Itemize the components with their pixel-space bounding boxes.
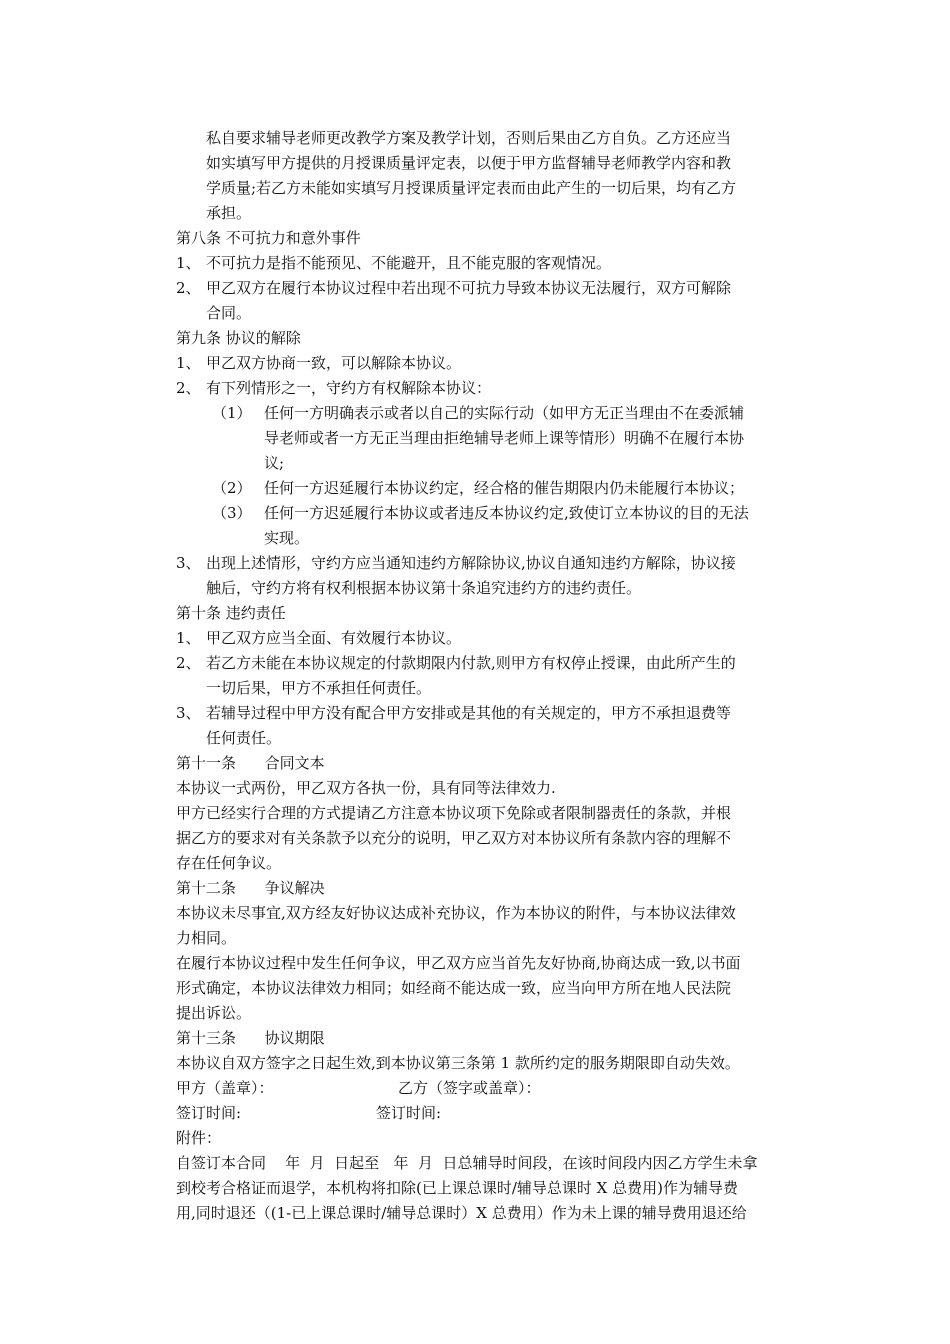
sub-item-text: 议; bbox=[264, 454, 285, 472]
sub-item-number: （3） bbox=[212, 504, 252, 522]
list-item-text: 甲乙双方应当全面、有效履行本协议。 bbox=[206, 629, 462, 647]
article-13-title: 第十三条 协议期限 bbox=[176, 1029, 325, 1047]
paragraph-line: 本协议未尽事宜,双方经友好协议达成补充协议，作为本协议的附件，与本协议法律效 bbox=[176, 904, 736, 922]
party-b-date-label: 签订时间: bbox=[376, 1104, 442, 1122]
sub-item-text: 任何一方迟延履行本协议或者违反本协议约定,致使订立本协议的目的无法 bbox=[264, 504, 749, 522]
list-item-text: 甲乙双方在履行本协议过程中若出现不可抗力导致本协议无法履行，双方可解除 bbox=[206, 279, 732, 297]
article-9-title: 第九条 协议的解除 bbox=[176, 329, 301, 347]
list-number: 2、 bbox=[176, 279, 201, 297]
party-b-sign-label: 乙方（签字或盖章）： bbox=[398, 1079, 541, 1097]
paragraph-line: 本协议自双方签字之日起生效,到本协议第三条第 1 款所约定的服务期限即自动失效。 bbox=[176, 1054, 740, 1072]
list-number: 1、 bbox=[176, 629, 201, 647]
list-item-text: 不可抗力是指不能预见、不能避开，且不能克服的客观情况。 bbox=[206, 254, 612, 272]
paragraph-line: 据乙方的要求对有关条款予以充分的说明，甲乙双方对本协议所有条款内容的理解不 bbox=[176, 829, 732, 847]
appendix-title: 附件： bbox=[176, 1129, 222, 1147]
party-a-date-label: 签订时间: bbox=[176, 1104, 242, 1122]
article-10-title: 第十条 违约责任 bbox=[176, 604, 286, 622]
paragraph-line: 形式确定，本协议法律效力相同；如经商不能达成一致，应当向甲方所在地人民法院 bbox=[176, 979, 732, 997]
sub-item-text: 导老师或者一方无正当理由拒绝辅导老师上课等情形）明确不在履行本协 bbox=[264, 429, 745, 447]
list-item-text: 有下列情形之一，守约方有权解除本协议： bbox=[206, 379, 492, 397]
intro-line: 承担。 bbox=[206, 204, 252, 222]
list-item-text: 一切后果，甲方不承担任何责任。 bbox=[206, 679, 432, 697]
intro-line: 私自要求辅导老师更改教学方案及教学计划，否则后果由乙方自负。乙方还应当 bbox=[206, 129, 732, 147]
paragraph-line: 本协议一式两份，甲乙双方各执一份，具有同等法律效力. bbox=[176, 779, 556, 797]
article-8-title: 第八条 不可抗力和意外事件 bbox=[176, 229, 361, 247]
sub-item-text: 任何一方迟延履行本协议约定，经合格的催告期限内仍未能履行本协议； bbox=[264, 479, 745, 497]
intro-line: 学质量;若乙方未能如实填写月授课质量评定表而由此产生的一切后果，均有乙方 bbox=[206, 179, 737, 197]
list-item-text: 任何责任。 bbox=[206, 729, 282, 747]
party-a-seal-label: 甲方（盖章）： bbox=[176, 1079, 274, 1097]
sub-item-text: 实现。 bbox=[264, 529, 310, 547]
paragraph-line: 甲方已经实行合理的方式提请乙方注意本协议项下免除或者限制器责任的条款，并根 bbox=[176, 804, 732, 822]
list-number: 2、 bbox=[176, 654, 201, 672]
appendix-line: 用,同时退还（(1-已上课总课时/辅导总课时）X 总费用）作为未上课的辅导费用退还给 bbox=[176, 1204, 747, 1222]
list-item-text: 若辅导过程中甲方没有配合甲方安排或是其他的有关规定的，甲方不承担退费等 bbox=[206, 704, 732, 722]
paragraph-line: 存在任何争议。 bbox=[176, 854, 282, 872]
list-number: 1、 bbox=[176, 354, 201, 372]
sub-item-number: （1） bbox=[212, 404, 252, 422]
article-12-title: 第十二条 争议解决 bbox=[176, 879, 325, 897]
list-item-text: 合同。 bbox=[206, 304, 252, 322]
list-item-text: 若乙方未能在本协议规定的付款期限内付款,则甲方有权停止授课，由此所产生的 bbox=[206, 654, 736, 672]
list-number: 2、 bbox=[176, 379, 201, 397]
list-number: 3、 bbox=[176, 704, 201, 722]
list-item-text: 出现上述情形，守约方应当通知违约方解除协议,协议自通知违约方解除，协议接 bbox=[206, 554, 736, 572]
article-11-title: 第十一条 合同文本 bbox=[176, 754, 325, 772]
paragraph-line: 提出诉讼。 bbox=[176, 1004, 252, 1022]
sub-item-number: （2） bbox=[212, 479, 252, 497]
intro-line: 如实填写甲方提供的月授课质量评定表，以便于甲方监督辅导老师教学内容和教 bbox=[206, 154, 732, 172]
paragraph-line: 力相同。 bbox=[176, 929, 237, 947]
list-number: 1、 bbox=[176, 254, 201, 272]
appendix-line: 到校考合格证而退学，本机构将扣除(已上课总课时/辅导总课时 X 总费用)作为辅导费 bbox=[176, 1179, 738, 1197]
paragraph-line: 在履行本协议过程中发生任何争议，甲乙双方应当首先友好协商,协商达成一致,以书面 bbox=[176, 954, 741, 972]
sub-item-text: 任何一方明确表示或者以自己的实际行动（如甲方无正当理由不在委派辅 bbox=[264, 404, 745, 422]
list-number: 3、 bbox=[176, 554, 201, 572]
appendix-line: 自签订本合同 年 月 日起至 年 月 日总辅导时间段，在该时间段内因乙方学生未拿 bbox=[176, 1154, 758, 1172]
list-item-text: 甲乙双方协商一致，可以解除本协议。 bbox=[206, 354, 462, 372]
list-item-text: 触后，守约方将有权利根据本协议第十条追究违约方的违约责任。 bbox=[206, 579, 642, 597]
